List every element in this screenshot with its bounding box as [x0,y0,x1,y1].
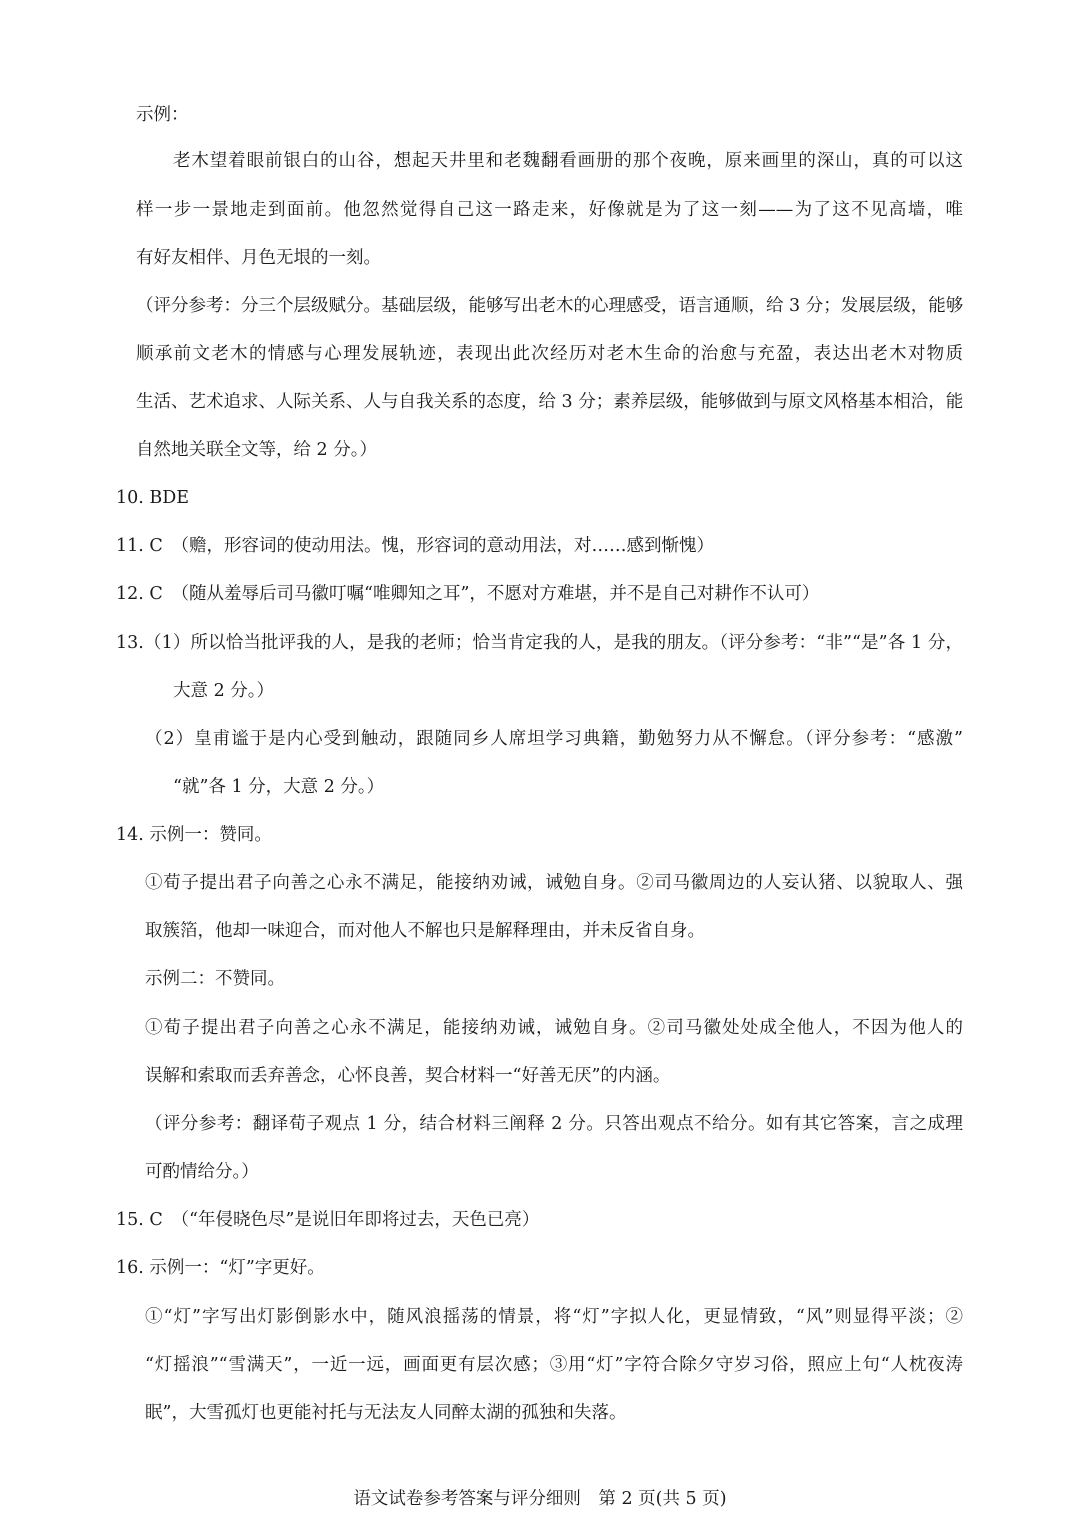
answer-11: 11. C （赡，形容词的使动用法。愧，形容词的意动用法，对……感到惭愧） [116,536,715,556]
answer-13-part-2: （2）皇甫谧于是内心受到触动，跟随同乡人席坦学习典籍，勤勉努力从不懈怠。（评分参考：“感激” [145,729,963,749]
answer-15: 15. C （“年侵晓色尽”是说旧年即将过去，天色已亮） [116,1210,540,1230]
answer-10: 10. BDE [116,488,190,508]
text-line: 样一步一景地走到面前。他忽然觉得自己这一路走来，好像就是为了这一刻——为了这不见高墙，唯 [136,200,963,220]
scoring-note-line: 生活、艺术追求、人际关系、人与自我关系的态度，给 3 分；素养层级，能够做到与原文风格基本相洽，能 [136,392,964,412]
answer-14-example-2: 示例二：不赞同。 [145,969,285,989]
scoring-note-line: （评分参考：分三个层级赋分。基础层级，能够写出老木的心理感受，语言通顺，给 3 分；发展层级，能够 [136,296,964,316]
answer-12: 12. C （随从羞辱后司马徽叮嘱“唯卿知之耳”，不愿对方难堪，并不是自己对耕作不认可） [116,584,820,604]
text-line: 老木望着眼前银白的山谷，想起天井里和老魏翻看画册的那个夜晚，原来画里的深山，真的可以这 [173,151,963,171]
answer-13-part-2-cont: “就”各 1 分，大意 2 分。） [173,777,385,797]
answer-16-example-1: 16. 示例一：“灯”字更好。 [116,1258,325,1278]
scoring-note-line: 可酌情给分。） [145,1162,259,1182]
text-line: 误解和索取而丢弃善念，心怀良善，契合材料一“好善无厌”的内涵。 [145,1066,671,1086]
text-line: ①荀子提出君子向善之心永不满足，能接纳劝诫，诫勉自身。②司马徽周边的人妄认猪、以貌取人、强 [145,873,963,893]
answer-13-part-1: 13.（1）所以恰当批评我的人，是我的老师；恰当肯定我的人，是我的朋友。（评分参考：“非”“是”各 1 分， [116,633,963,653]
text-line: ①荀子提出君子向善之心永不满足，能接纳劝诫，诫勉自身。②司马徽处处成全他人，不因为他人的 [145,1018,963,1038]
answer-14-example-1: 14. 示例一：赞同。 [116,825,272,845]
scoring-note-line: 自然地关联全文等，给 2 分。） [136,440,378,460]
scoring-note-line: 顺承前文老木的情感与心理发展轨迹，表现出此次经历对老木生命的治愈与充盈，表达出老木对物质 [136,344,963,364]
text-line: ①“灯”字写出灯影倒影水中，随风浪摇荡的情景，将“灯”字拟人化，更显情致，“风”则显得平淡；② [145,1307,963,1327]
example-label: 示例： [136,105,189,125]
text-line: 取簇箔，他却一味迎合，而对他人不解也只是解释理由，并未反省自身。 [145,921,705,941]
text-line: 眠”，大雪孤灯也更能衬托与无法友人同醉太湖的孤独和失落。 [145,1403,627,1423]
page-footer: 语文试卷参考答案与评分细则 第 2 页(共 5 页) [353,1489,727,1509]
text-line: “灯摇浪”“雪满天”，一近一远，画面更有层次感；③用“灯”字符合除夕守岁习俗，照应上句“人枕夜涛 [145,1355,963,1375]
answer-13-part-1-cont: 大意 2 分。） [173,681,275,701]
text-line: 有好友相伴、月色无垠的一刻。 [136,248,381,268]
scoring-note-line: （评分参考：翻译荀子观点 1 分，结合材料三阐释 2 分。只答出观点不给分。如有其它答案，言之成理 [145,1114,963,1134]
